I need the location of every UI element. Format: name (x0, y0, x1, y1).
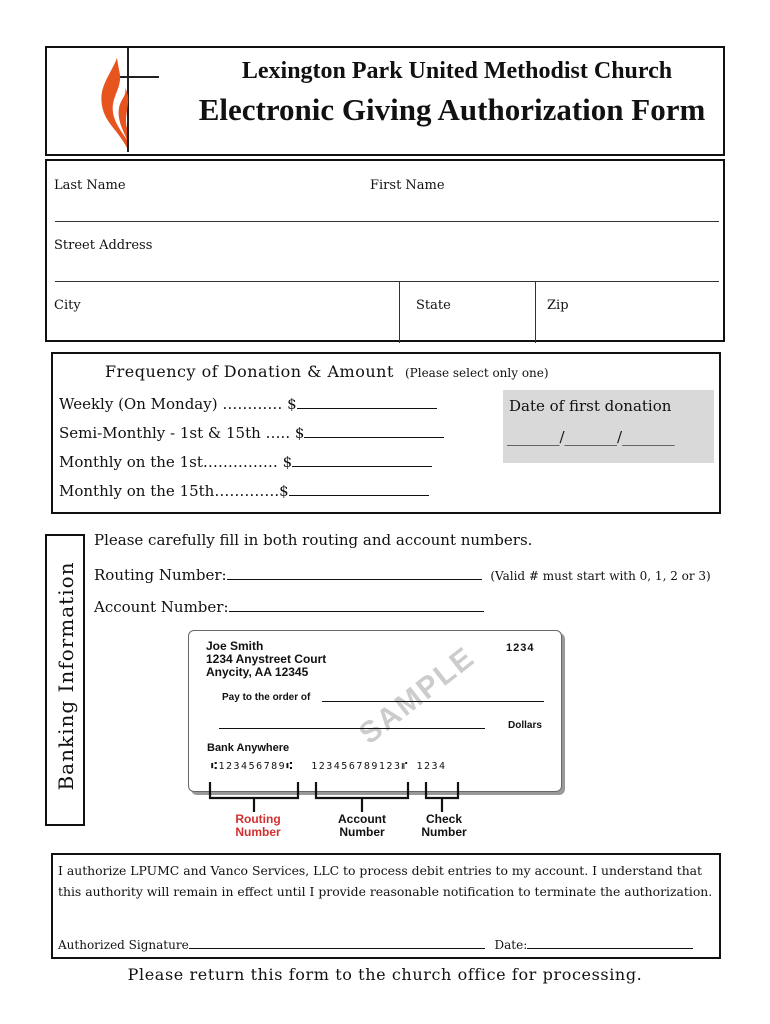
routing-number-label: Routing Number: (94, 566, 227, 584)
date-label: Date: (494, 938, 528, 952)
check-pay-line (322, 701, 544, 702)
street-address-label: Street Address (54, 238, 153, 253)
routing-caption (218, 813, 298, 839)
option-weekly[interactable] (59, 394, 437, 413)
signature-row (58, 936, 693, 952)
banking-side-panel (45, 534, 85, 826)
state-label: State (416, 298, 451, 313)
first-donation-panel (503, 390, 714, 463)
first-donation-label: Date of first donation (509, 397, 672, 415)
option-monthly-15th-label: Monthly on the 15th………….$ (59, 482, 289, 500)
first-donation-date-field[interactable]: _______/_______/_______ (507, 428, 675, 446)
check-number: 1234 (506, 642, 535, 654)
header-box (45, 46, 725, 156)
banking-instructions: Please carefully fill in both routing and account numbers. (94, 531, 533, 549)
routing-number-field[interactable] (227, 565, 482, 580)
micr-routing: 123456789 (218, 761, 287, 772)
account-caption-1: Account (338, 812, 386, 826)
semimonthly-amount-field[interactable] (304, 423, 444, 438)
check-pay-to: Pay to the order of (222, 692, 311, 703)
last-name-label: Last Name (54, 178, 126, 193)
return-note: Please return this form to the church office for processing. (127, 965, 643, 984)
city-label: City (54, 298, 81, 313)
cross-and-flame-icon (89, 48, 161, 154)
check-caption (404, 813, 484, 839)
frequency-note: (Please select only one) (404, 366, 549, 380)
routing-caption-1: Routing (235, 812, 281, 826)
option-monthly-15th[interactable] (59, 481, 429, 500)
personal-info-box (45, 159, 725, 342)
account-caption-2: Number (339, 825, 385, 839)
account-number-row (94, 597, 484, 616)
micr-check: 1234 (416, 761, 447, 772)
monthly-15th-amount-field[interactable] (289, 481, 429, 496)
routing-number-row (94, 565, 711, 584)
city-state-divider (399, 281, 400, 343)
authorization-box (51, 853, 721, 959)
option-semimonthly[interactable] (59, 423, 444, 442)
check-address-2: Anycity, AA 12345 (206, 665, 309, 679)
frequency-box (51, 352, 721, 514)
check-dollars: Dollars (508, 720, 542, 731)
signature-field[interactable] (189, 936, 485, 949)
date-field[interactable] (527, 936, 693, 949)
check-amount-line (219, 728, 485, 729)
zip-label: Zip (547, 298, 569, 313)
authorization-text-2: this authority will remain in effect until I provide reasonable notification to terminate the authorization. (58, 884, 713, 899)
check-micr-line: ⑆123456789⑆ 123456789123⑈ 1234 (211, 761, 447, 772)
option-weekly-label: Weekly (On Monday) ………… $ (59, 395, 297, 413)
account-number-field[interactable] (229, 597, 484, 612)
weekly-amount-field[interactable] (297, 394, 437, 409)
routing-number-note: (Valid # must start with 0, 1, 2 or 3) (490, 569, 711, 583)
routing-caption-2: Number (235, 825, 281, 839)
check-address-1: 1234 Anystreet Court (206, 652, 327, 666)
church-name: Lexington Park United Methodist Church (241, 58, 673, 84)
check-name: Joe Smith (206, 639, 264, 653)
monthly-1st-amount-field[interactable] (292, 452, 432, 467)
first-name-label: First Name (370, 178, 445, 193)
state-zip-divider (535, 281, 536, 343)
check-watermark: SAMPLE (353, 640, 482, 751)
authorization-text-1: I authorize LPUMC and Vanco Services, LLC to process debit entries to my account. I understand that (58, 863, 703, 878)
check-bank-name: Bank Anywhere (207, 742, 290, 754)
micr-account: 123456789123 (311, 761, 402, 772)
account-number-label: Account Number: (94, 598, 229, 616)
check-caption-1: Check (425, 812, 463, 826)
signature-label: Authorized Signature (58, 938, 189, 952)
banking-side-title: Banking Information (54, 561, 78, 791)
sample-check (188, 630, 562, 792)
option-monthly-1st-label: Monthly on the 1st…………… $ (59, 453, 293, 471)
option-semimonthly-label: Semi-Monthly - 1st & 15th ….. $ (59, 424, 305, 442)
account-caption (322, 813, 402, 839)
street-line[interactable] (55, 281, 719, 282)
option-monthly-1st[interactable] (59, 452, 432, 471)
check-caption-2: Number (421, 825, 467, 839)
frequency-title: Frequency of Donation & Amount (105, 362, 394, 381)
name-line[interactable] (55, 221, 719, 222)
form-title: Electronic Giving Authorization Form (198, 92, 706, 127)
